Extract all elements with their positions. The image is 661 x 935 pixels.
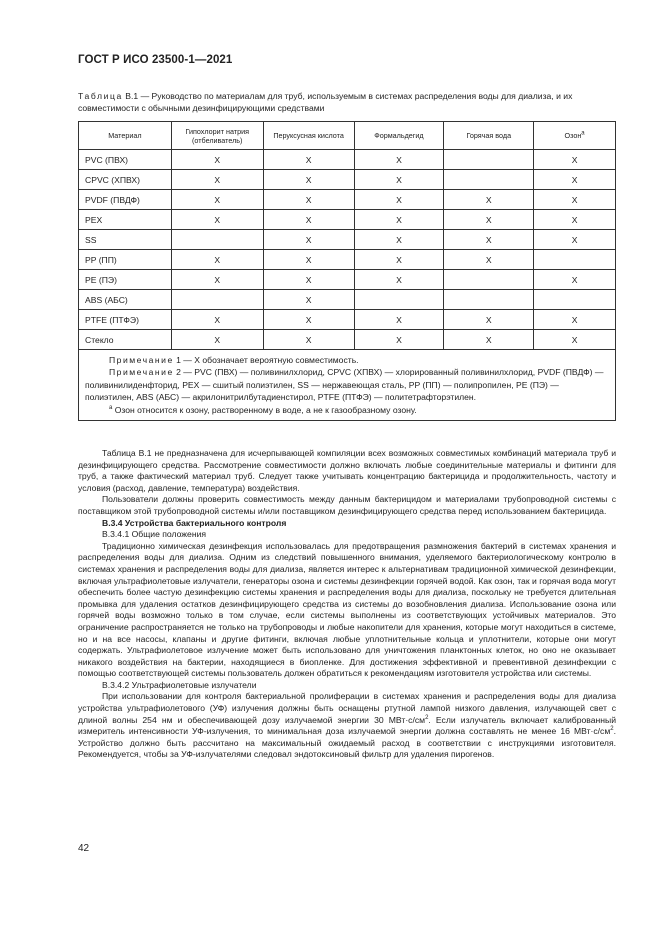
compat-cell: X xyxy=(444,210,534,230)
material-cell: PE (ПЭ) xyxy=(79,270,172,290)
footnote-mark: а xyxy=(109,404,113,411)
compat-cell xyxy=(171,230,263,250)
table-notes-row xyxy=(79,350,616,421)
compat-cell: X xyxy=(354,330,444,350)
note-label: Примечание xyxy=(109,367,174,378)
compat-cell: X xyxy=(263,290,354,310)
paragraph-part: . Устройство должно быть рассчитано на максимальный ожидаемый расход в соответствии с инструкциями изготовителя. Рекомендуется, чтобы за УФ-излучателями следовал эндотоксиновый фильтр для удаления пирогенов. xyxy=(78,726,616,760)
header-formaldehyde: Формальдегид xyxy=(354,122,444,150)
table-row xyxy=(79,190,616,210)
note-2-text: 2 — PVC (ПВХ) — поливинилхлорид, CPVC (ХПВХ) — хлорированный поливинилхлорид, PVDF (ПВДФ) — поливинилиденфторид, PEX — сшитый полиэтилен, SS — нержавеющая сталь, PP (ПП) — полипропилен, PE (ПЭ) — полиэтилен, ABS (АБС) — акрилонитрилбутадиенстирол, PTFE (ПТФЭ) — политетрафторэтилен. xyxy=(85,367,604,403)
table-row xyxy=(79,290,616,310)
subsection-heading: В.3.4.1 Общие положения xyxy=(102,529,207,540)
superscript: 2 xyxy=(425,714,429,721)
compat-cell xyxy=(444,270,534,290)
materials-compatibility-table xyxy=(78,121,616,421)
footnote-a xyxy=(85,404,609,416)
compat-cell: X xyxy=(444,310,534,330)
compat-cell: X xyxy=(263,150,354,170)
document-header: ГОСТ Р ИСО 23500-1—2021 xyxy=(78,54,233,66)
table-header-row xyxy=(79,122,616,150)
header-ozone-label: Озон xyxy=(564,131,582,140)
table-row xyxy=(79,250,616,270)
compat-cell: X xyxy=(171,270,263,290)
compat-cell: X xyxy=(534,170,616,190)
compat-cell xyxy=(171,290,263,310)
table-row xyxy=(79,150,616,170)
compat-cell: X xyxy=(171,250,263,270)
table-row xyxy=(79,210,616,230)
compat-cell: X xyxy=(534,230,616,250)
body-text xyxy=(78,448,616,761)
compat-cell: X xyxy=(444,330,534,350)
table-notes xyxy=(79,350,616,421)
header-hot-water: Горячая вода xyxy=(444,122,534,150)
compat-cell: X xyxy=(354,210,444,230)
paragraph-part: При использовании для контроля бактериальной пролиферации в системах хранения и распределения воды для диализа устройства ультрафиолетового (УФ) излучения должны быть оснащены ртутной лампой низкого давления, излучающей свет с длиной волны 254 нм и обеспечивающей дозу излучаемой энергии 30 МВт·с/см xyxy=(78,691,616,725)
caption-label: Таблица xyxy=(78,91,123,101)
material-cell: Стекло xyxy=(79,330,172,350)
compat-cell: X xyxy=(534,210,616,230)
page-number: 42 xyxy=(78,843,90,854)
compat-cell: X xyxy=(354,190,444,210)
paragraph: Таблица В.1 не предназначена для исчерпывающей компиляции всех возможных совместимых комбинаций материала труб и дезинфицирующего средства. Рассмотрение совместимости должно включать любые соединительные материалы и фитинги для труб, а также фактический материал труб. Следует также учитывать концентрацию бактерицида и продолжительность, частоту и условия (расход, давление, температура) воздействия. xyxy=(78,448,616,493)
paragraph: Пользователи должны проверить совместимость между данным бактерицидом и материалами трубопроводной системы с поставщиком этой трубопроводной системы и/или поставщиком дезинфицирующего средства перед использованием бактерицида. xyxy=(78,494,616,516)
material-cell: PVDF (ПВДФ) xyxy=(79,190,172,210)
table-row xyxy=(79,270,616,290)
note-2 xyxy=(85,366,609,403)
compat-cell: X xyxy=(263,170,354,190)
material-cell: SS xyxy=(79,230,172,250)
compat-cell: X xyxy=(534,310,616,330)
note-1 xyxy=(85,354,609,366)
material-cell: PP (ПП) xyxy=(79,250,172,270)
paragraph: Традиционно химическая дезинфекция использовалась для предотвращения размножения бактерий в системах хранения и распределения воды для диализа. Одним из следствий повышенного внимания, уделяемого бактериологическому контролю в системах хранения и распределения воды для диализа, является интерес к альтернативам традиционной химической дезинфекции, включая ультрафиолетовые излучатели, генераторы озона и системы дезинфекции горячей водой. Как озон, так и горячая вода могут обеспечить более частую дезинфекцию системы хранения и распределения воды для диализа, поскольку не требуется длительная промывка для удаления остатков дезинфицирующего средства из системы до возобновления диализа. Использование озона или горячей воды возможно только в том случае, если системы выполнены из соответствующих устойчивых материалов. Это ограничение распространяется не только на трубопроводы и любые накопители для хранения, которые могут находиться в системе, но и на все насосы, клапаны и другие фитинги, включая любые уплотнительные кольца и уплотнители, которые они могут содержать. Ультрафиолетовое излучение может быть использовано для уничтожения планктонных клеток, но оно не оказывает никакого воздействия на бактерии, находящиеся в биопленке. Для достижения эффективной и превентивной дезинфекции с помощью соответствующей системы пользователь должен обратиться к рекомендациям изготовителя устройства или системы. xyxy=(78,540,616,679)
header-hypochlorite: Гипохлорит натрия (отбеливатель) xyxy=(171,122,263,150)
compat-cell: X xyxy=(354,230,444,250)
compat-cell: X xyxy=(263,190,354,210)
compat-cell: X xyxy=(263,250,354,270)
compat-cell: X xyxy=(171,210,263,230)
compat-cell: X xyxy=(354,270,444,290)
paragraph-part: . Если излучатель включает калиброванный измеритель интенсивности УФ-излучения, то минимальная доза излучаемой энергии должна составлять не менее 16 МВт·с/см xyxy=(78,714,616,737)
material-cell: PEX xyxy=(79,210,172,230)
footnote-text: Озон относится к озону, растворенному в воде, а не к газообразному озону. xyxy=(112,404,417,415)
compat-cell xyxy=(444,150,534,170)
table-caption xyxy=(78,90,616,114)
compat-cell: X xyxy=(444,250,534,270)
compat-cell: X xyxy=(534,190,616,210)
superscript: 2 xyxy=(610,726,614,733)
compat-cell: X xyxy=(263,330,354,350)
compat-cell: X xyxy=(354,170,444,190)
compat-cell: X xyxy=(354,310,444,330)
compat-cell xyxy=(444,290,534,310)
compat-cell: X xyxy=(354,150,444,170)
compat-cell: X xyxy=(263,270,354,290)
header-ozone-footnote-mark: а xyxy=(581,130,585,137)
header-material: Материал xyxy=(79,122,172,150)
table-row xyxy=(79,170,616,190)
section-heading: В.3.4 Устройства бактериального контроля xyxy=(102,517,287,528)
compat-cell: X xyxy=(444,230,534,250)
header-ozone xyxy=(534,122,616,150)
caption-text: В.1 — Руководство по материалам для труб, используемым в системах распределения воды для диализа, и их совместимости с обычными дезинфицирующими средствами xyxy=(78,91,573,113)
compat-cell: X xyxy=(171,330,263,350)
material-cell: PVC (ПВХ) xyxy=(79,150,172,170)
compat-cell: X xyxy=(263,210,354,230)
compat-cell: X xyxy=(354,250,444,270)
compat-cell: X xyxy=(534,150,616,170)
header-peracetic-acid: Перуксусная кислота xyxy=(263,122,354,150)
note-1-text: 1 — X обозначает вероятную совместимость. xyxy=(173,355,359,365)
compat-cell xyxy=(354,290,444,310)
material-cell: PTFE (ПТФЭ) xyxy=(79,310,172,330)
table-row xyxy=(79,310,616,330)
material-cell: CPVC (ХПВХ) xyxy=(79,170,172,190)
compat-cell: X xyxy=(534,270,616,290)
compat-cell: X xyxy=(444,190,534,210)
compat-cell xyxy=(444,170,534,190)
material-cell: ABS (АБС) xyxy=(79,290,172,310)
compat-cell: X xyxy=(263,310,354,330)
compat-cell xyxy=(534,250,616,270)
paragraph xyxy=(78,691,616,761)
compat-cell: X xyxy=(534,330,616,350)
table-row xyxy=(79,330,616,350)
compat-cell: X xyxy=(171,190,263,210)
note-label: Примечание xyxy=(109,355,174,365)
subsection-heading: В.3.4.2 Ультрафиолетовые излучатели xyxy=(102,679,257,690)
compat-cell: X xyxy=(263,230,354,250)
compat-cell xyxy=(534,290,616,310)
compat-cell: X xyxy=(171,310,263,330)
compat-cell: X xyxy=(171,150,263,170)
compat-cell: X xyxy=(171,170,263,190)
table-row xyxy=(79,230,616,250)
